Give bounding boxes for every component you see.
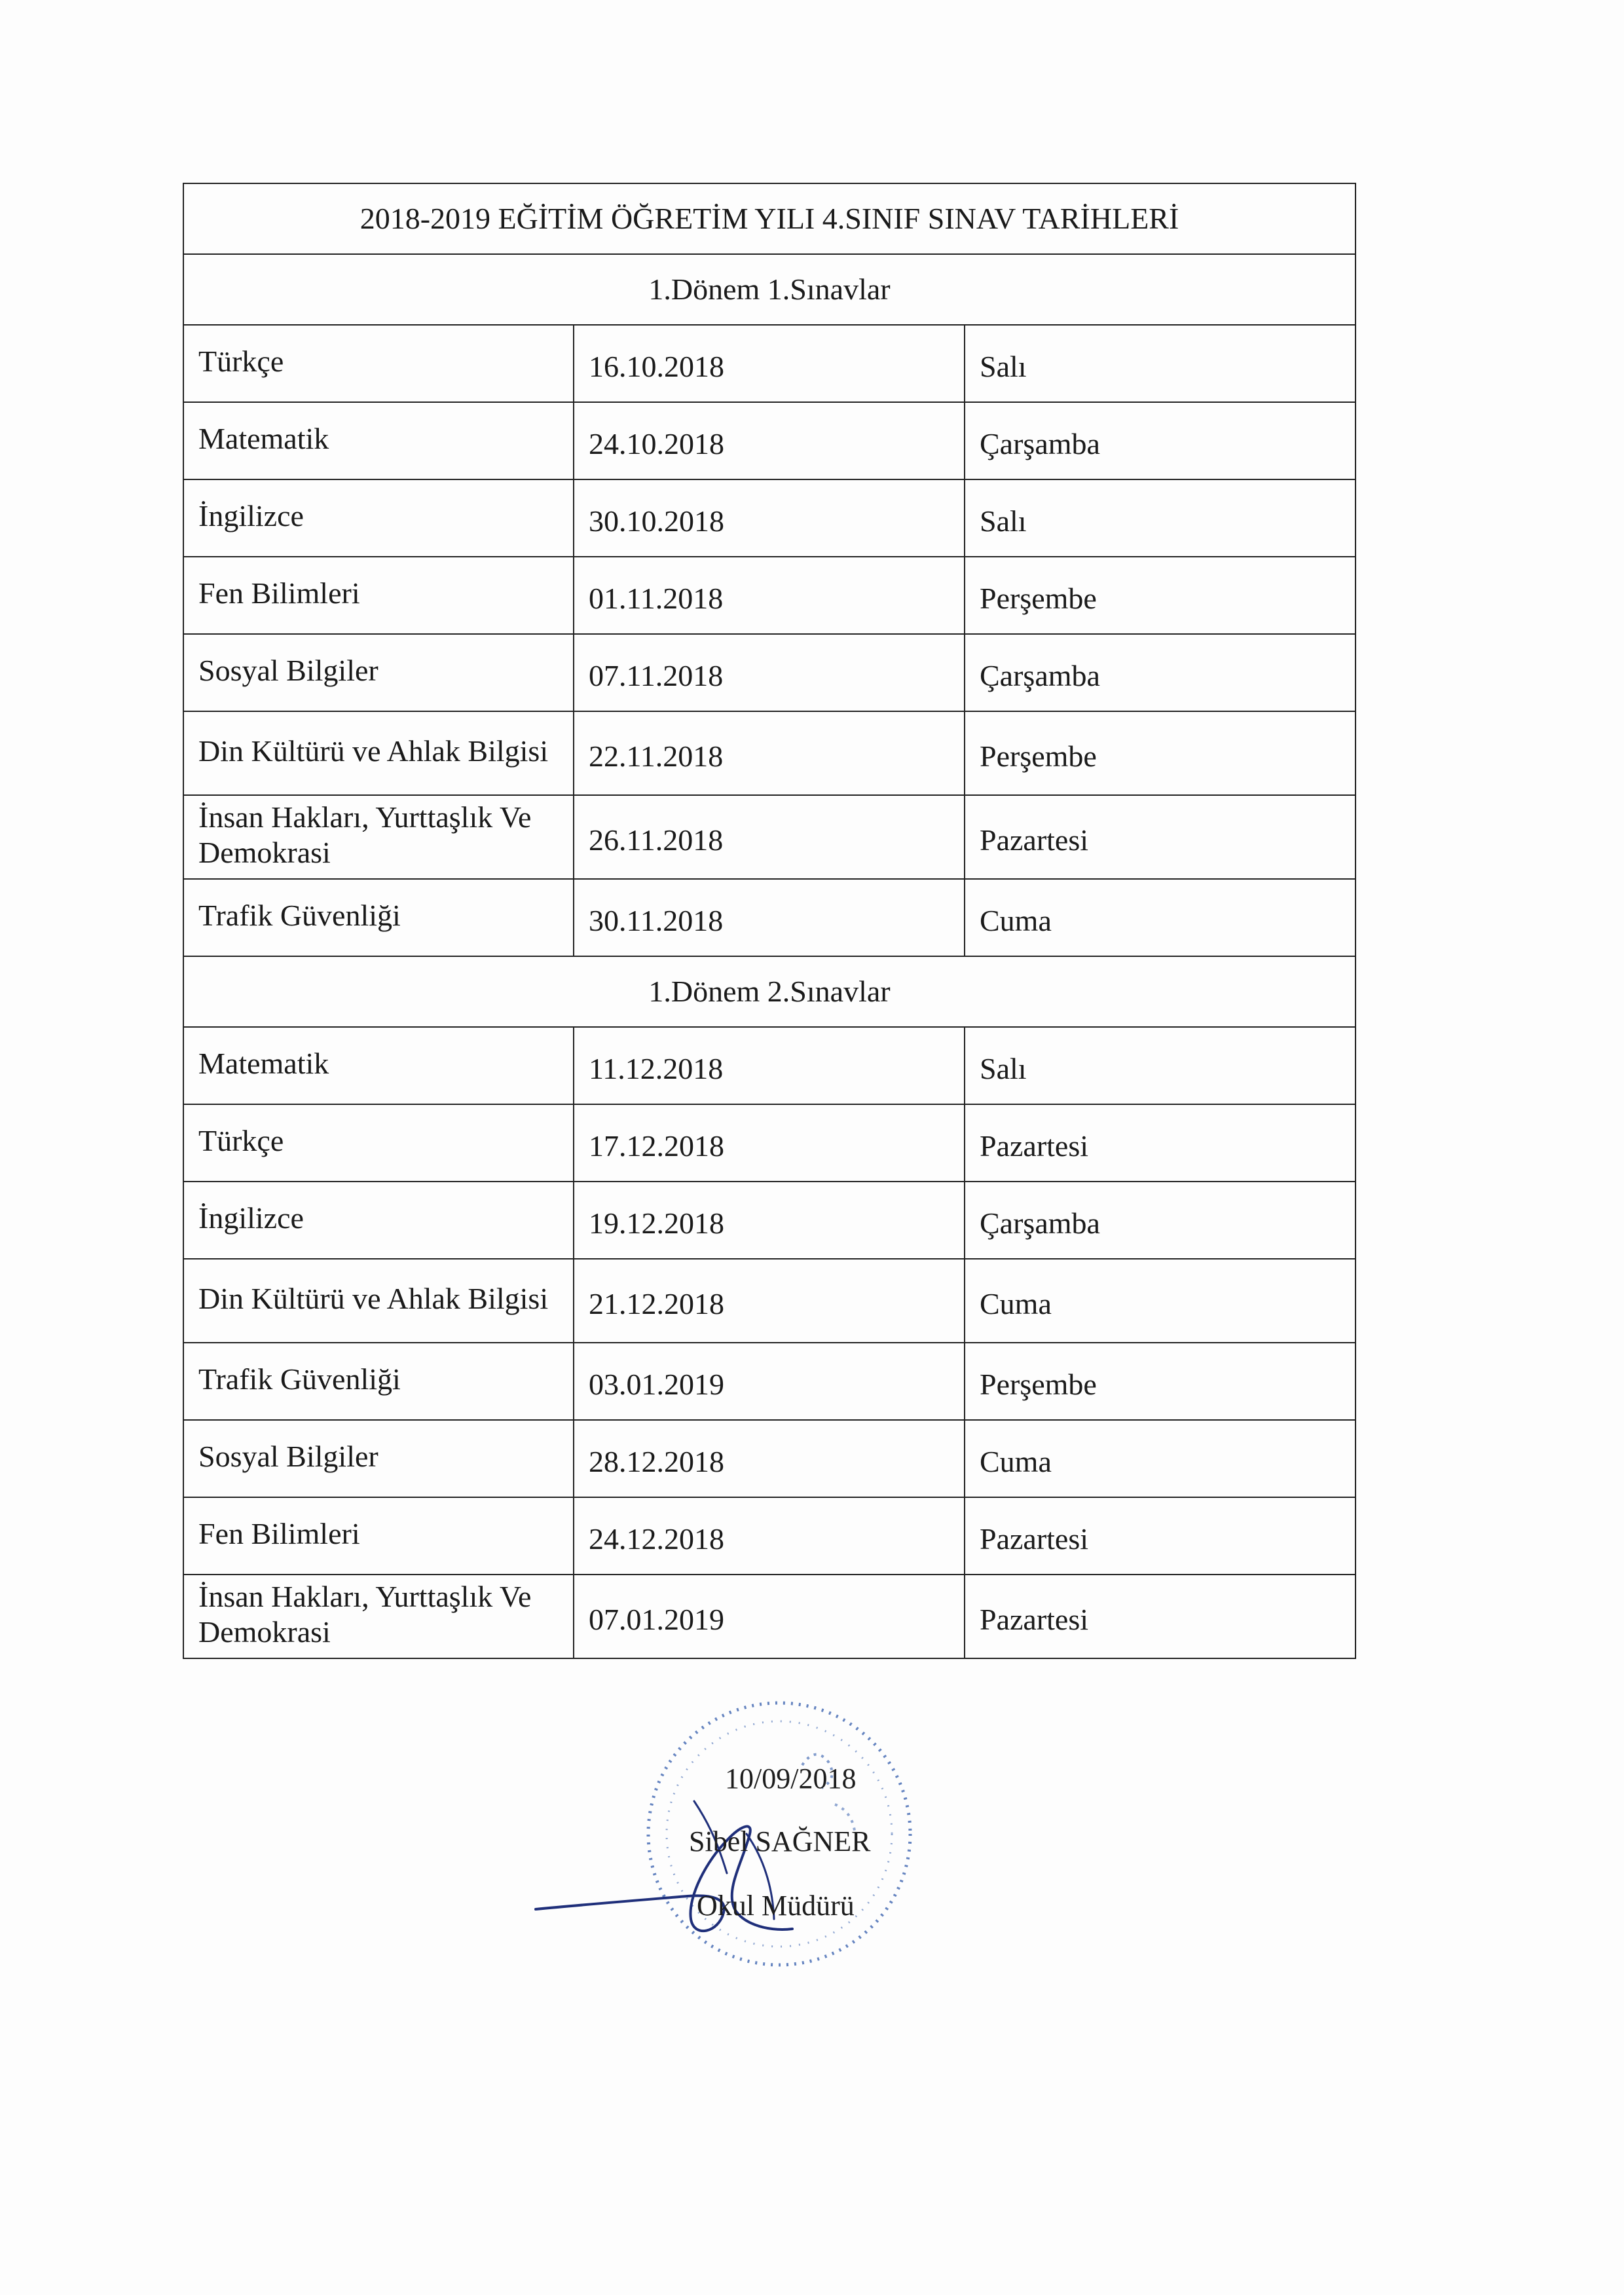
day-cell: Perşembe [965, 557, 1356, 634]
date-cell: 30.11.2018 [574, 879, 965, 956]
table-row [183, 1259, 1356, 1343]
date-cell: 07.01.2019 [574, 1575, 965, 1658]
day-cell: Çarşamba [965, 1182, 1356, 1259]
day-cell: Perşembe [965, 1343, 1356, 1420]
day-cell: Pazartesi [965, 1575, 1356, 1658]
table-row [183, 325, 1356, 402]
subject-cell: İngilizce [183, 1182, 574, 1259]
subject-cell: İngilizce [183, 479, 574, 557]
exam-schedule-table [183, 183, 1356, 1659]
date-cell: 03.01.2019 [574, 1343, 965, 1420]
subject-cell: Türkçe [183, 1104, 574, 1182]
date-cell: 19.12.2018 [574, 1182, 965, 1259]
signature-date: 10/09/2018 [725, 1763, 857, 1795]
date-cell: 21.12.2018 [574, 1259, 965, 1343]
day-cell: Pazartesi [965, 1497, 1356, 1575]
date-cell: 16.10.2018 [574, 325, 965, 402]
subject-cell: Fen Bilimleri [183, 557, 574, 634]
day-cell: Pazartesi [965, 1104, 1356, 1182]
subject-cell: İnsan Hakları, Yurttaşlık Ve Demokrasi [183, 1575, 574, 1658]
day-cell: Pazartesi [965, 795, 1356, 879]
day-cell: Cuma [965, 1259, 1356, 1343]
subject-cell: Trafik Güvenliği [183, 879, 574, 956]
table-row [183, 1182, 1356, 1259]
subject-cell: Din Kültürü ve Ahlak Bilgisi [183, 711, 574, 795]
subject-cell: Türkçe [183, 325, 574, 402]
section-heading-row [183, 956, 1356, 1027]
subject-cell: Matematik [183, 1027, 574, 1104]
table-title-row [183, 183, 1356, 254]
date-cell: 01.11.2018 [574, 557, 965, 634]
table-row [183, 1104, 1356, 1182]
date-cell: 22.11.2018 [574, 711, 965, 795]
table-row [183, 1343, 1356, 1420]
principal-title: Okul Müdürü [697, 1890, 855, 1922]
subject-cell: Sosyal Bilgiler [183, 634, 574, 711]
date-cell: 26.11.2018 [574, 795, 965, 879]
day-cell: Cuma [965, 1420, 1356, 1497]
day-cell: Perşembe [965, 711, 1356, 795]
date-cell: 24.10.2018 [574, 402, 965, 479]
section-heading: 1.Dönem 1.Sınavlar [183, 254, 1356, 325]
day-cell: Salı [965, 479, 1356, 557]
date-cell: 24.12.2018 [574, 1497, 965, 1575]
day-cell: Cuma [965, 879, 1356, 956]
subject-cell: Sosyal Bilgiler [183, 1420, 574, 1497]
table-row [183, 402, 1356, 479]
date-cell: 17.12.2018 [574, 1104, 965, 1182]
day-cell: Çarşamba [965, 634, 1356, 711]
date-cell: 30.10.2018 [574, 479, 965, 557]
subject-cell: Fen Bilimleri [183, 1497, 574, 1575]
table-row [183, 1420, 1356, 1497]
table-row [183, 557, 1356, 634]
table-row [183, 479, 1356, 557]
subject-cell: Trafik Güvenliği [183, 1343, 574, 1420]
table-row [183, 1497, 1356, 1575]
day-cell: Salı [965, 325, 1356, 402]
subject-cell: İnsan Hakları, Yurttaşlık Ve Demokrasi [183, 795, 574, 879]
table-row [183, 879, 1356, 956]
document-title: 2018-2019 EĞİTİM ÖĞRETİM YILI 4.SINIF SINAV TARİHLERİ [183, 183, 1356, 254]
principal-name: Sibel SAĞNER [689, 1825, 871, 1857]
table-row [183, 795, 1356, 879]
subject-cell: Matematik [183, 402, 574, 479]
date-cell: 07.11.2018 [574, 634, 965, 711]
table-row [183, 634, 1356, 711]
subject-cell: Din Kültürü ve Ahlak Bilgisi [183, 1259, 574, 1343]
table-row [183, 1575, 1356, 1658]
date-cell: 11.12.2018 [574, 1027, 965, 1104]
date-cell: 28.12.2018 [574, 1420, 965, 1497]
table-row [183, 1027, 1356, 1104]
section-heading-row [183, 254, 1356, 325]
table-row [183, 711, 1356, 795]
day-cell: Salı [965, 1027, 1356, 1104]
section-heading: 1.Dönem 2.Sınavlar [183, 956, 1356, 1027]
day-cell: Çarşamba [965, 402, 1356, 479]
